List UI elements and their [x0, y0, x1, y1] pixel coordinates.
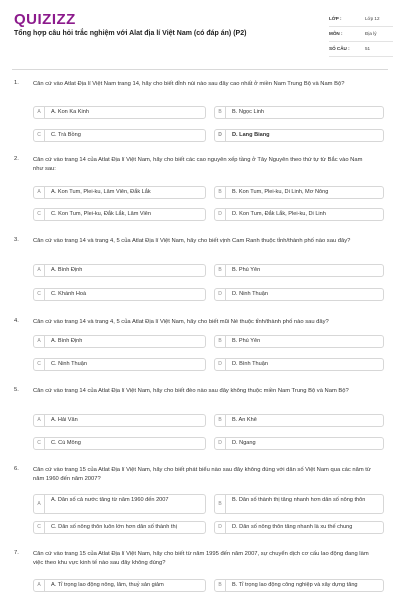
meta-value: Địa lý: [365, 31, 377, 36]
option-text: C. Ninh Thuận: [51, 361, 87, 367]
option-text: C. Trà Bồng: [51, 132, 81, 138]
header-divider: [12, 69, 388, 70]
option-a[interactable]: [33, 106, 206, 119]
option-c[interactable]: [33, 208, 206, 221]
option-letter: B: [215, 415, 226, 426]
option-letter: C: [34, 289, 45, 300]
option-letter: C: [34, 359, 45, 370]
option-text: B. Phú Yên: [232, 267, 261, 273]
option-text: A. Dân số cả nước tăng từ năm 1960 đến 2007: [51, 497, 169, 503]
meta-info: [329, 12, 393, 57]
meta-label: MÔN :: [329, 31, 343, 36]
option-text: A. Kon Tum, Plei-ku, Lâm Viên, Đắk Lắk: [51, 189, 151, 195]
option-d[interactable]: [214, 437, 384, 450]
question-number: 5.: [14, 387, 19, 393]
option-text: A. Hải Vân: [51, 417, 78, 423]
page-header: [0, 0, 400, 64]
document-title: Tổng hợp câu hỏi trắc nghiệm với Alat địa lí Việt Nam (có đáp án) (P2): [14, 30, 247, 37]
option-a[interactable]: [33, 335, 206, 348]
meta-value: 51: [365, 46, 371, 51]
option-letter: D: [215, 209, 226, 220]
meta-row-count: [329, 42, 393, 57]
quizizz-logo: QUIZIZZ: [14, 11, 76, 28]
option-letter: C: [34, 209, 45, 220]
option-letter: A: [34, 495, 45, 513]
option-b[interactable]: [214, 106, 384, 119]
option-b[interactable]: [214, 414, 384, 427]
option-letter: D: [215, 522, 226, 533]
option-text: D. Ninh Thuận: [232, 291, 268, 297]
option-d[interactable]: [214, 129, 384, 142]
option-text: D. Lang Biang: [232, 132, 270, 138]
option-c[interactable]: [33, 129, 206, 142]
meta-row-subject: [329, 27, 393, 42]
option-c[interactable]: [33, 358, 206, 371]
option-d[interactable]: [214, 288, 384, 301]
option-letter: D: [215, 130, 226, 141]
option-text: B. Tỉ trọng lao động công nghiệp và xây dựng tăng: [232, 582, 358, 588]
option-text: D. Kon Tum, Đắk Lắk, Plei-ku, Di Linh: [232, 211, 326, 217]
option-letter: C: [34, 130, 45, 141]
option-text: C. Dân số nông thôn luôn lớn hơn dân số thành thị: [51, 524, 177, 530]
option-letter: C: [34, 438, 45, 449]
option-b[interactable]: [214, 335, 384, 348]
option-a[interactable]: [33, 186, 206, 199]
option-text: C. Cù Mông: [51, 440, 81, 446]
option-b[interactable]: [214, 264, 384, 277]
option-b[interactable]: [214, 579, 384, 592]
question-number: 6.: [14, 466, 19, 472]
option-letter: B: [215, 265, 226, 276]
option-text: B. An Khê: [232, 417, 257, 423]
option-text: A. Tỉ trọng lao động nông, lâm, thuỷ sản giảm: [51, 582, 164, 588]
option-letter: D: [215, 289, 226, 300]
option-letter: A: [34, 336, 45, 347]
option-letter: A: [34, 187, 45, 198]
question-number: 4.: [14, 318, 19, 324]
option-letter: C: [34, 522, 45, 533]
option-letter: B: [215, 580, 226, 591]
option-letter: D: [215, 438, 226, 449]
meta-label: SỐ CÂU :: [329, 46, 350, 51]
option-text: D. Bình Thuận: [232, 361, 268, 367]
option-letter: A: [34, 580, 45, 591]
option-letter: B: [215, 495, 226, 513]
option-a[interactable]: [33, 494, 206, 514]
option-text: A. Kon Ka Kinh: [51, 109, 89, 115]
option-text: C. Kon Tum, Plei-ku, Đắk Lắk, Lâm Viên: [51, 211, 152, 217]
option-a[interactable]: [33, 414, 206, 427]
question-text: Căn cứ vào trang 15 của Atlat Địa lí Việt Nam, hãy cho biết từ năm 1995 đến năm 2007, sự chuyển dịch cơ cấu lao động đang làm việc theo khu vực kinh tế nào sau đây không đúng?: [33, 551, 369, 566]
option-d[interactable]: [214, 208, 384, 221]
option-letter: B: [215, 187, 226, 198]
option-c[interactable]: [33, 437, 206, 450]
option-b[interactable]: [214, 186, 384, 199]
option-b[interactable]: [214, 494, 384, 514]
option-a[interactable]: [33, 579, 206, 592]
question-text: Căn cứ vào trang 14 và trang 4, 5 của Atlat Địa lí Việt Nam, hãy cho biết vịnh Cam Ranh thuộc tỉnh/thành phố nào sau đây?: [33, 238, 351, 244]
question-number: 1.: [14, 80, 19, 86]
option-text: B. Ngọc Linh: [232, 109, 265, 115]
option-text: C. Khánh Hoà: [51, 291, 87, 297]
option-letter: B: [215, 336, 226, 347]
option-a[interactable]: [33, 264, 206, 277]
question-number: 2.: [14, 156, 19, 162]
option-d[interactable]: [214, 358, 384, 371]
option-letter: A: [34, 265, 45, 276]
option-letter: D: [215, 359, 226, 370]
meta-row-class: [329, 12, 393, 27]
question-text: Căn cứ vào trang 15 của Atlat Địa lí Việt Nam, hãy cho biết phát biểu nào sau đây không đúng với dân số Việt Nam qua các năm từ năm 1960 đến năm 2007?: [33, 467, 371, 482]
option-d[interactable]: [214, 521, 384, 534]
option-text: B. Dân số thành thị tăng nhanh hơn dân số nông thôn: [232, 497, 366, 503]
option-letter: A: [34, 107, 45, 118]
option-c[interactable]: [33, 288, 206, 301]
meta-value: Lớp 12: [365, 16, 380, 21]
option-letter: A: [34, 415, 45, 426]
meta-label: LỚP :: [329, 16, 342, 21]
option-text: D. Ngang: [232, 440, 256, 446]
question-text: Căn cứ vào Atlat Địa lí Việt Nam trang 14, hãy cho biết đỉnh núi nào sau đây cao nhất ở miền Nam Trung Bộ và Nam Bộ?: [33, 81, 345, 87]
question-number: 7.: [14, 550, 19, 556]
question-text: Căn cứ vào trang 14 và trang 4, 5 của Atlat Địa lí Việt Nam, hãy cho biết mũi Né thuộc tỉnh/thành phố nào sau đây?: [33, 319, 329, 325]
option-text: B. Kon Tum, Plei-ku, Di Linh, Mơ Nông: [232, 189, 329, 195]
question-text: Căn cứ vào trang 14 của Atlat Địa lí Việt Nam, hãy cho biết đèo nào sau đây không thuộc miền Nam Trung Bộ và Nam Bộ?: [33, 388, 349, 394]
question-text: Căn cứ vào trang 14 của Atlat Địa lí Việt Nam, hãy cho biết các cao nguyên xếp tầng ở Tây Nguyên theo thứ tự từ Bắc vào Nam như sau:: [33, 157, 363, 172]
option-text: B. Phú Yên: [232, 338, 261, 344]
option-c[interactable]: [33, 521, 206, 534]
question-number: 3.: [14, 237, 19, 243]
option-text: D. Dân số nông thôn tăng nhanh là xu thế chung: [232, 524, 353, 530]
option-text: A. Bình Định: [51, 267, 83, 273]
option-text: A. Bình Định: [51, 338, 83, 344]
option-letter: B: [215, 107, 226, 118]
